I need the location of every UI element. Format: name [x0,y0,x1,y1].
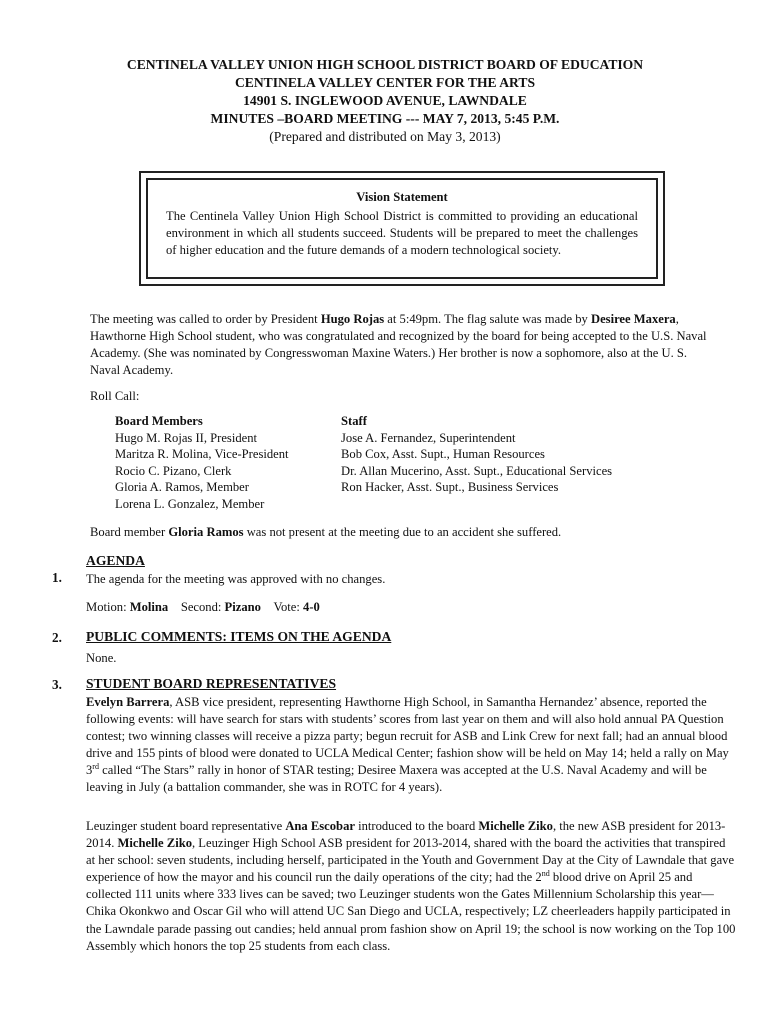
staff-member: Dr. Allan Mucerino, Asst. Supt., Educational Services [341,463,613,478]
district-name: CENTINELA VALLEY UNION HIGH SCHOOL DISTRICT BOARD OF EDUCATION [126,57,644,72]
staff-member: Jose A. Fernandez, Superintendent [341,430,516,445]
venue-address: 14901 S. INGLEWOOD AVENUE, LAWNDALE [243,93,527,108]
vision-statement-box [139,171,665,286]
section-number: 2. [52,630,62,645]
board-member: Rocio C. Pizano, Clerk [115,463,232,478]
section-title-public-comments: PUBLIC COMMENTS: ITEMS ON THE AGENDA [86,629,392,644]
person-name: Michelle Ziko [117,836,192,851]
motion-line: Motion: Molina Second: Pizano Vote: 4-0 [86,600,320,614]
call-to-order-paragraph: The meeting was called to order by President Hugo Rojas at 5:49pm. The flag salute was made by Desiree Maxera, Hawthorne High School student, who was congratulated and recognized by the board for being accepted to the U.S. Naval Academy. (She was nominated by Congresswoman Maxine Waters.) Her brother is now a sophomore, also at the U. S. Naval Academy. [90,312,707,377]
staff-header: Staff [341,414,367,428]
roll-call-label: Roll Call: [90,389,140,403]
vision-title: Vision Statement [356,190,448,204]
venue-name: CENTINELA VALLEY CENTER FOR THE ARTS [234,75,536,90]
section-number: 1. [52,570,62,585]
person-name: Evelyn Barrera [86,695,170,709]
person-name: Ana Escobar [285,819,355,833]
public-comments-text: None. [86,651,117,665]
absence-note: Board member Gloria Ramos was not present at the meeting due to an accident she suffered. [90,525,562,539]
board-member: Gloria A. Ramos, Member [115,480,249,494]
section-title-student-reps: STUDENT BOARD REPRESENTATIVES [86,676,337,691]
staff-column [341,413,681,496]
student-rep-paragraph-1: Evelyn Barrera, ASB vice president, representing Hawthorne High School, in Samantha Hernandez’ absence, reported the following events: will have search for stars with students’ scores from last year on them and will also hold annual PA Question contest; two winning classes will receive a pizza party; begun recruit for ASB and Link Crew for next fall; had an annual blood drive and 155 pints of blood were donated to UCLA Medical Center; fashion show will be held on May 14; held a rally on May 3rd called “The Stars” rally in honor of STAR testing; Desiree Maxera was accepted at the U.S. Naval Academy and will be leaving in July (a battalion commander, she was in ROTC for 4 years). [86,695,729,795]
person-name: Michelle Ziko [478,819,553,833]
board-member: Hugo M. Rojas II, President [115,430,258,445]
section-title-agenda: AGENDA [86,553,145,568]
person-name: Gloria Ramos [168,525,244,539]
section-number: 3. [52,677,62,692]
board-member: Lorena L. Gonzalez, Member [115,496,265,511]
staff-member: Ron Hacker, Asst. Supt., Business Services [341,480,559,494]
student-rep-paragraph-2: Leuzinger student board representative Ana Escobar introduced to the board Michelle Ziko, the new ASB president for 2013-2014. Michelle Ziko, Leuzinger High School ASB president for 2013-2014, shared with the board the activities that transpired at her school: seven students, including herself, participated in the Youth and Government Day at the City of Lawndale that gave experience of how the mayor and his council run the daily operations of the city; had the 2nd blood drive on April 25 and collected 111 units where 333 lives can be saved; two Leuzinger students won the Gates Millennium Scholarship this year—Chika Okonkwo and Oscar Gil who will attend UC San Diego and UCLA, respectively; LZ cheerleaders happily participated in the Lawndale parade passing out candies; held annual prom fashion show on April 19; the school is now working on the Top 100 Assembly which honors the top 25 students from each class. [86,819,736,953]
board-members-column [115,413,340,512]
board-members-header: Board Members [115,414,203,428]
staff-member: Bob Cox, Asst. Supt., Human Resources [341,447,545,461]
meeting-title: MINUTES –BOARD MEETING --- MAY 7, 2013, 5:45 P.M. [210,111,560,126]
person-name: Hugo Rojas [320,312,385,326]
person-name: Desiree Maxera [590,312,676,326]
vision-text: The Centinela Valley Union High School District is committed to providing an educational environment in which all students succeed. Students will be prepared to meet the challenges of higher education and the future demands of a modern technological society. [166,209,638,257]
document-header [60,56,710,146]
prepared-note: (Prepared and distributed on May 3, 2013) [269,129,501,144]
board-member: Maritza R. Molina, Vice-President [115,447,289,461]
agenda-text: The agenda for the meeting was approved with no changes. [86,572,386,586]
